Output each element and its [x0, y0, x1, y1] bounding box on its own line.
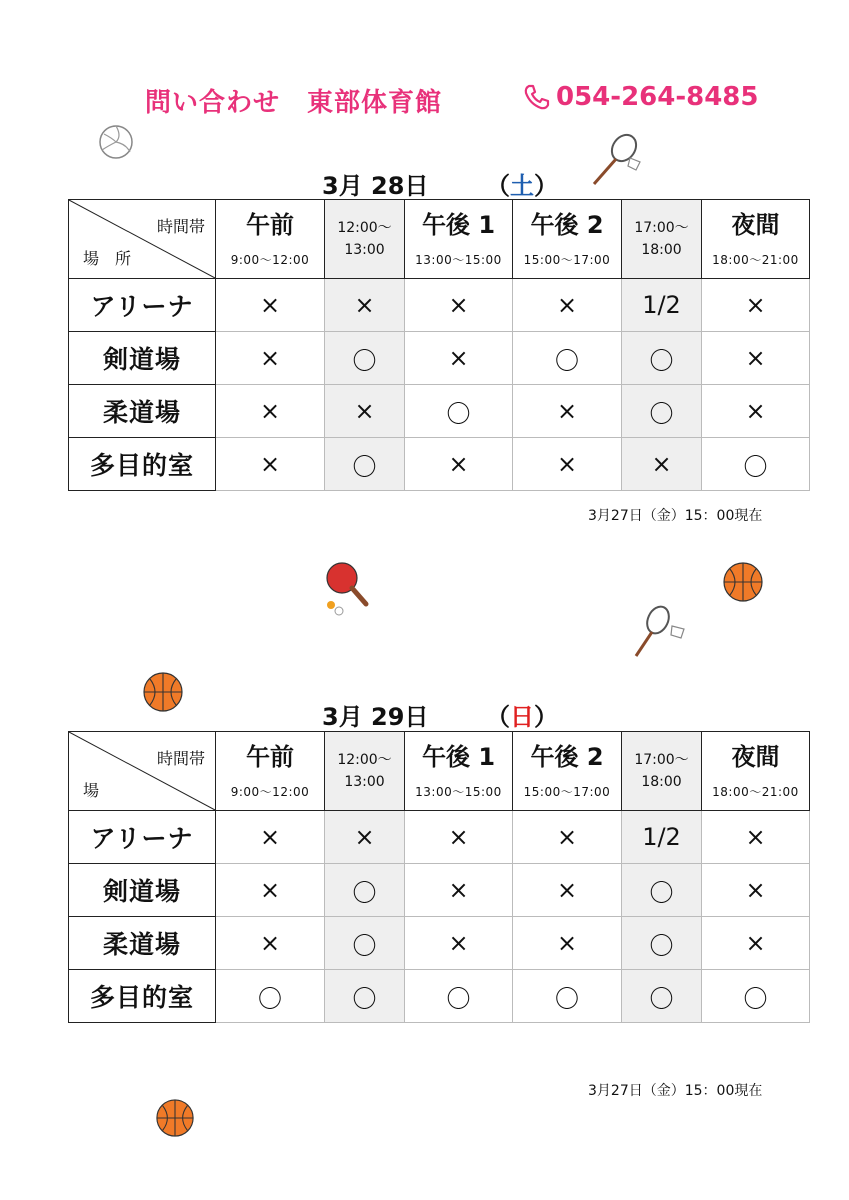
availability-cell: 〇 [405, 970, 513, 1023]
corner-header [69, 732, 216, 811]
table-row [69, 970, 810, 1023]
time-slot-header [405, 200, 513, 279]
date-text: 3月 28日 [322, 172, 429, 200]
as-of-note-1: 3月27日（金）15：00現在 [588, 508, 763, 524]
availability-cell: × [702, 332, 810, 385]
corner-time-label: 時間帯 [156, 749, 205, 768]
badminton-racket-icon [628, 600, 690, 660]
availability-cell: 〇 [405, 385, 513, 438]
availability-cell: × [216, 864, 325, 917]
time-slot-header [702, 200, 810, 279]
availability-cell: × [513, 811, 622, 864]
availability-cell: × [513, 438, 622, 491]
slot-name: 夜間 [731, 742, 780, 771]
availability-cell: 〇 [622, 970, 702, 1023]
basketball-icon [155, 1098, 195, 1138]
availability-cell: × [702, 917, 810, 970]
corner-header [69, 200, 216, 279]
basketball-icon [722, 561, 764, 603]
time-slot-header [513, 200, 622, 279]
time-slot-header [325, 200, 405, 279]
slot-name: 夜間 [731, 210, 780, 239]
weekday-text: （日） [486, 703, 558, 731]
availability-cell: × [702, 385, 810, 438]
slot-end: 13:00 [344, 242, 385, 258]
slot-name: 午前 [246, 742, 294, 771]
availability-cell: 〇 [216, 970, 325, 1023]
date-text: 3月 29日 [322, 703, 429, 731]
table-row [69, 385, 810, 438]
availability-cell: × [325, 279, 405, 332]
time-slot-header [622, 732, 702, 811]
slot-hours: 18:00〜21:00 [712, 252, 799, 267]
venue-name: 剣道場 [69, 864, 216, 917]
slot-name: 午後 2 [530, 210, 604, 239]
table-tennis-paddle-icon [322, 560, 370, 618]
venue-name: 剣道場 [69, 332, 216, 385]
slot-hours: 15:00〜17:00 [523, 784, 611, 799]
availability-cell: 〇 [622, 864, 702, 917]
availability-cell: 〇 [325, 917, 405, 970]
availability-cell: × [405, 864, 513, 917]
availability-table-2 [68, 731, 810, 1023]
availability-cell: 〇 [325, 970, 405, 1023]
slot-hours: 18:00〜21:00 [712, 784, 799, 799]
table-row [69, 279, 810, 332]
slot-hours: 9:00〜12:00 [230, 784, 310, 799]
availability-cell: 〇 [702, 970, 810, 1023]
slot-name: 午後 1 [421, 210, 496, 239]
availability-cell: × [216, 279, 325, 332]
venue-name: 柔道場 [69, 917, 216, 970]
slot-end: 18:00 [641, 774, 682, 790]
availability-cell: 〇 [622, 917, 702, 970]
availability-cell: × [405, 811, 513, 864]
availability-cell: × [702, 864, 810, 917]
slot-end: 13:00 [344, 774, 385, 790]
time-slot-header [622, 200, 702, 279]
venue-name: アリーナ [69, 811, 216, 864]
availability-cell: 〇 [513, 332, 622, 385]
slot-start: 17:00〜 [634, 220, 689, 236]
table-row [69, 332, 810, 385]
phone-number[interactable] [522, 82, 759, 112]
venue-name: アリーナ [69, 279, 216, 332]
weekday-text: （土） [486, 172, 558, 200]
availability-cell: × [513, 279, 622, 332]
time-slot-header [405, 732, 513, 811]
contact-header [0, 82, 849, 122]
venue-name: 多目的室 [69, 970, 216, 1023]
slot-name: 午後 2 [530, 742, 604, 771]
availability-cell: × [216, 385, 325, 438]
corner-place-label: 場 [83, 781, 100, 800]
phone-text: 054-264-8485 [556, 82, 759, 112]
venue-name: 多目的室 [69, 438, 216, 491]
availability-cell: 〇 [622, 385, 702, 438]
table-row [69, 811, 810, 864]
time-slot-header [216, 200, 325, 279]
time-slot-header [216, 732, 325, 811]
time-slot-header [325, 732, 405, 811]
table-row [69, 917, 810, 970]
volleyball-icon [98, 124, 134, 160]
time-slot-header [513, 732, 622, 811]
availability-cell: 1/2 [622, 279, 702, 332]
slot-hours: 13:00〜15:00 [415, 252, 502, 267]
slot-name: 午後 1 [421, 742, 496, 771]
slot-start: 12:00〜 [337, 752, 392, 768]
availability-cell: 〇 [513, 970, 622, 1023]
slot-name: 午前 [246, 210, 294, 239]
availability-table-1 [68, 199, 810, 491]
basketball-icon [142, 671, 184, 713]
availability-cell: 〇 [325, 864, 405, 917]
slot-hours: 9:00〜12:00 [230, 252, 310, 267]
availability-cell: × [513, 864, 622, 917]
availability-cell: × [405, 332, 513, 385]
availability-cell: 〇 [325, 332, 405, 385]
table-row [69, 438, 810, 491]
venue-name: 柔道場 [69, 385, 216, 438]
availability-cell: × [513, 917, 622, 970]
slot-start: 12:00〜 [337, 220, 392, 236]
corner-place-label: 場 所 [83, 249, 132, 268]
corner-time-label: 時間帯 [156, 217, 205, 236]
availability-cell: 〇 [622, 332, 702, 385]
slot-start: 17:00〜 [634, 752, 689, 768]
availability-cell: × [702, 279, 810, 332]
badminton-racket-icon [586, 128, 648, 188]
slot-end: 18:00 [641, 242, 682, 258]
availability-cell: × [405, 438, 513, 491]
availability-cell: × [405, 279, 513, 332]
availability-cell: × [702, 811, 810, 864]
availability-cell: × [216, 438, 325, 491]
availability-cell: × [216, 332, 325, 385]
availability-cell: × [325, 811, 405, 864]
slot-hours: 15:00〜17:00 [523, 252, 611, 267]
as-of-note-2: 3月27日（金）15：00現在 [588, 1083, 763, 1099]
availability-cell: × [216, 917, 325, 970]
availability-cell: × [216, 811, 325, 864]
availability-cell: 〇 [325, 438, 405, 491]
availability-cell: × [513, 385, 622, 438]
time-slot-header [702, 732, 810, 811]
availability-cell: × [405, 917, 513, 970]
table-row [69, 864, 810, 917]
availability-cell: 1/2 [622, 811, 702, 864]
slot-hours: 13:00〜15:00 [415, 784, 502, 799]
phone-icon [522, 82, 552, 112]
contact-label: 問い合わせ 東部体育館 [145, 88, 443, 118]
availability-cell: 〇 [702, 438, 810, 491]
availability-cell: × [325, 385, 405, 438]
availability-cell: × [622, 438, 702, 491]
